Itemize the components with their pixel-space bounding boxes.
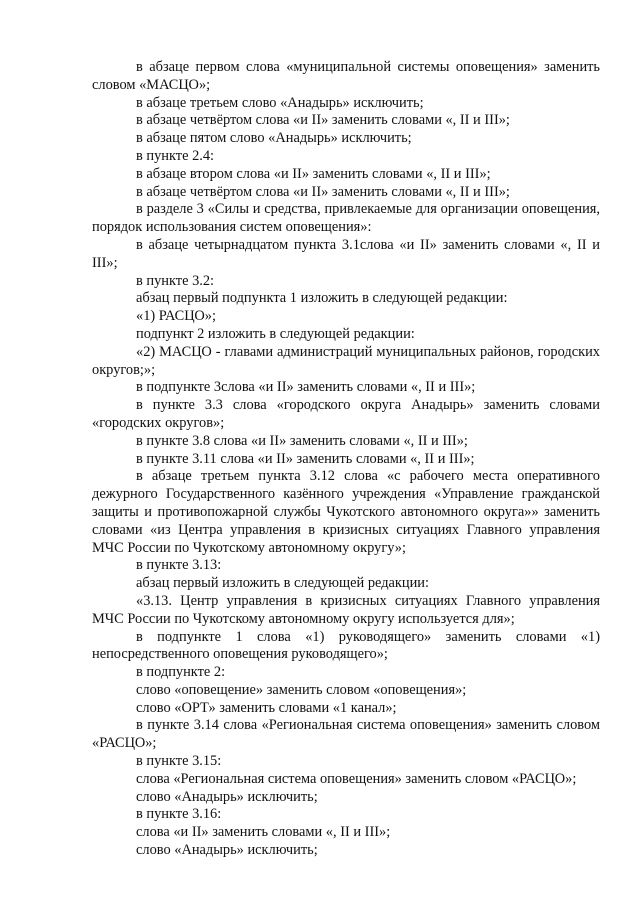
paragraph: в абзаце втором слова «и II» заменить словами «, II и III»; xyxy=(136,165,491,182)
paragraph: в подпункте 2: xyxy=(136,664,226,681)
paragraph: в абзаце третьем слово «Анадырь» исключить; xyxy=(136,94,424,111)
paragraph: слово «Анадырь» исключить; xyxy=(136,842,318,859)
paragraph: в пункте 3.13: xyxy=(136,557,222,574)
paragraph: в разделе 3 «Силы и средства, привлекаемые для организации оповещения, порядок использования систем оповещения»: xyxy=(92,201,600,236)
paragraph: слово «ОРТ» заменить словами «1 канал»; xyxy=(136,699,397,716)
paragraph: подпункт 2 изложить в следующей редакции: xyxy=(136,325,415,342)
paragraph: «3.13. Центр управления в кризисных ситуациях Главного управления МЧС России по Чукотскому автономному округу используется для»; xyxy=(92,592,600,627)
document-body xyxy=(92,59,600,860)
paragraph: в подпункте 3слова «и II» заменить словами «, II и III»; xyxy=(136,379,476,396)
paragraph: в пункте 2.4: xyxy=(136,147,215,164)
paragraph: слова «и II» заменить словами «, II и III»; xyxy=(136,824,391,841)
paragraph: в пункте 3.3 слова «городского округа Анадырь» заменить словами «городских округов»; xyxy=(92,397,600,431)
paragraph: слова «Региональная система оповещения» заменить словом «РАСЦО»; xyxy=(136,770,577,787)
paragraph: в пункте 3.8 слова «и II» заменить словами «, II и III»; xyxy=(136,432,468,449)
paragraph: слово «Анадырь» исключить; xyxy=(136,788,318,805)
paragraph: в абзаце первом слова «муниципальной системы оповещения» заменить словом «МАСЦО»; xyxy=(92,59,600,93)
paragraph: в абзаце четырнадцатом пункта 3.1слова «и II» заменить словами «, II и III»; xyxy=(92,236,600,271)
paragraph: в пункте 3.16: xyxy=(136,806,222,823)
paragraph: в абзаце пятом слово «Анадырь» исключить; xyxy=(136,130,412,147)
paragraph: в пункте 3.11 слова «и II» заменить словами «, II и III»; xyxy=(136,450,475,467)
paragraph: в абзаце третьем пункта 3.12 слова «с рабочего места оперативного дежурного Государственного казённого учреждения «Управление гражданской защиты и противопожарной службы Чукотского автономного округа»» заменить словами «из Центра управления в кризисных ситуациях Главного управления МЧС России по Чукотскому автономному округу»; xyxy=(92,468,600,556)
paragraph: в подпункте 1 слова «1) руководящего» заменить словами «1) непосредственного оповещения руководящего»; xyxy=(92,628,600,663)
paragraph: в пункте 3.14 слова «Региональная система оповещения» заменить словом «РАСЦО»; xyxy=(92,717,600,752)
paragraph: в пункте 3.15: xyxy=(136,753,222,770)
paragraph: в пункте 3.2: xyxy=(136,272,215,289)
paragraph: в абзаце четвёртом слова «и II» заменить словами «, II и III»; xyxy=(136,183,510,200)
paragraph: абзац первый изложить в следующей редакции: xyxy=(136,575,430,592)
paragraph: абзац первый подпункта 1 изложить в следующей редакции: xyxy=(136,290,508,307)
paragraph: в абзаце четвёртом слова «и II» заменить словами «, II и III»; xyxy=(136,112,510,129)
paragraph: «2) МАСЦО - главами администраций муниципальных районов, городских округов;»; xyxy=(92,343,600,378)
paragraph: слово «оповещение» заменить словом «оповещения»; xyxy=(136,681,467,698)
paragraph: «1) РАСЦО»; xyxy=(136,308,217,325)
